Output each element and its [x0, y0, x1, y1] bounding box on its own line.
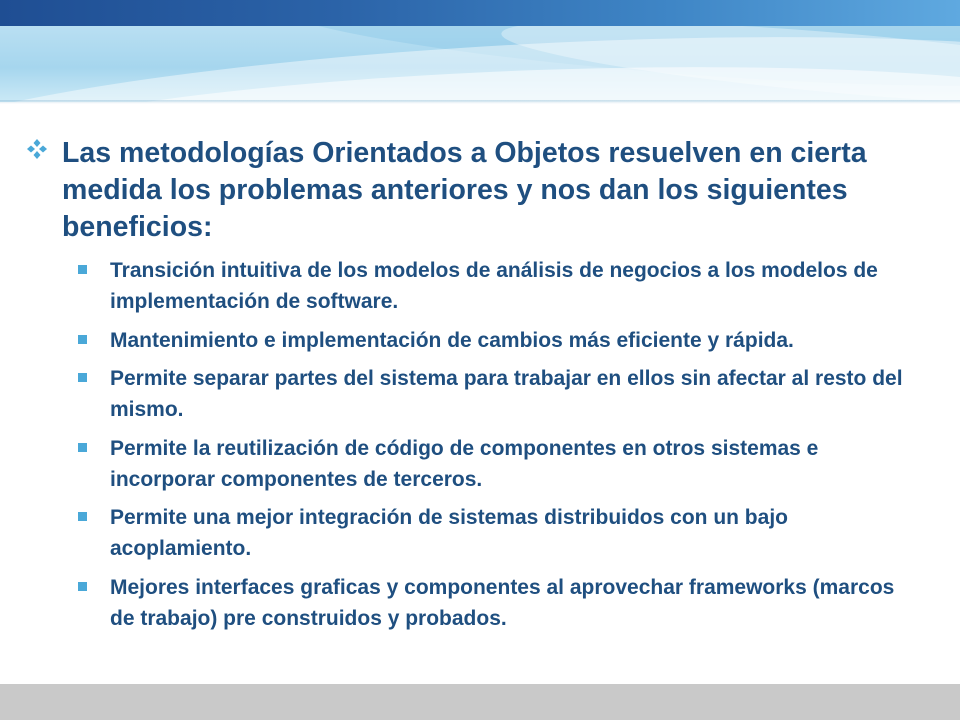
top-title-bar — [0, 0, 960, 26]
benefits-list — [0, 255, 960, 634]
square-bullet-icon — [78, 582, 87, 591]
benefit-text: Mantenimiento e implementación de cambios más eficiente y rápida. — [110, 328, 794, 352]
benefit-text: Permite una mejor integración de sistemas distribuidos con un bajo acoplamiento. — [110, 506, 788, 560]
benefit-text: Permite la reutilización de código de componentes en otros sistemas e incorporar componentes de terceros. — [110, 436, 819, 491]
benefit-item — [110, 325, 910, 356]
header-wave-band — [0, 26, 960, 102]
main-bullet-text: Las metodologías Orientados a Objetos resuelven en cierta medida los problemas anteriores y nos dan los siguientes beneficios: — [62, 137, 867, 243]
footer-bar — [0, 684, 960, 720]
benefit-text: Transición intuitiva de los modelos de análisis de negocios a los modelos de implementación de software. — [110, 259, 878, 313]
benefit-item — [110, 433, 910, 495]
benefit-item — [110, 255, 910, 317]
square-bullet-icon — [78, 512, 87, 521]
square-bullet-icon — [78, 335, 87, 344]
header-divider — [0, 100, 960, 104]
benefit-text: Permite separar partes del sistema para trabajar en ellos sin afectar al resto del mismo. — [110, 367, 903, 421]
four-diamond-bullet-icon — [26, 138, 48, 160]
square-bullet-icon — [78, 373, 87, 382]
slide-content — [0, 135, 960, 641]
benefit-item — [110, 572, 910, 634]
square-bullet-icon — [78, 443, 87, 452]
main-bullet-point — [62, 135, 922, 246]
square-bullet-icon — [78, 265, 87, 274]
benefit-item — [110, 363, 910, 425]
benefit-item — [110, 502, 910, 564]
benefit-text: Mejores interfaces graficas y componentes al aprovechar frameworks (marcos de trabajo) pre construidos y probados. — [110, 575, 895, 630]
